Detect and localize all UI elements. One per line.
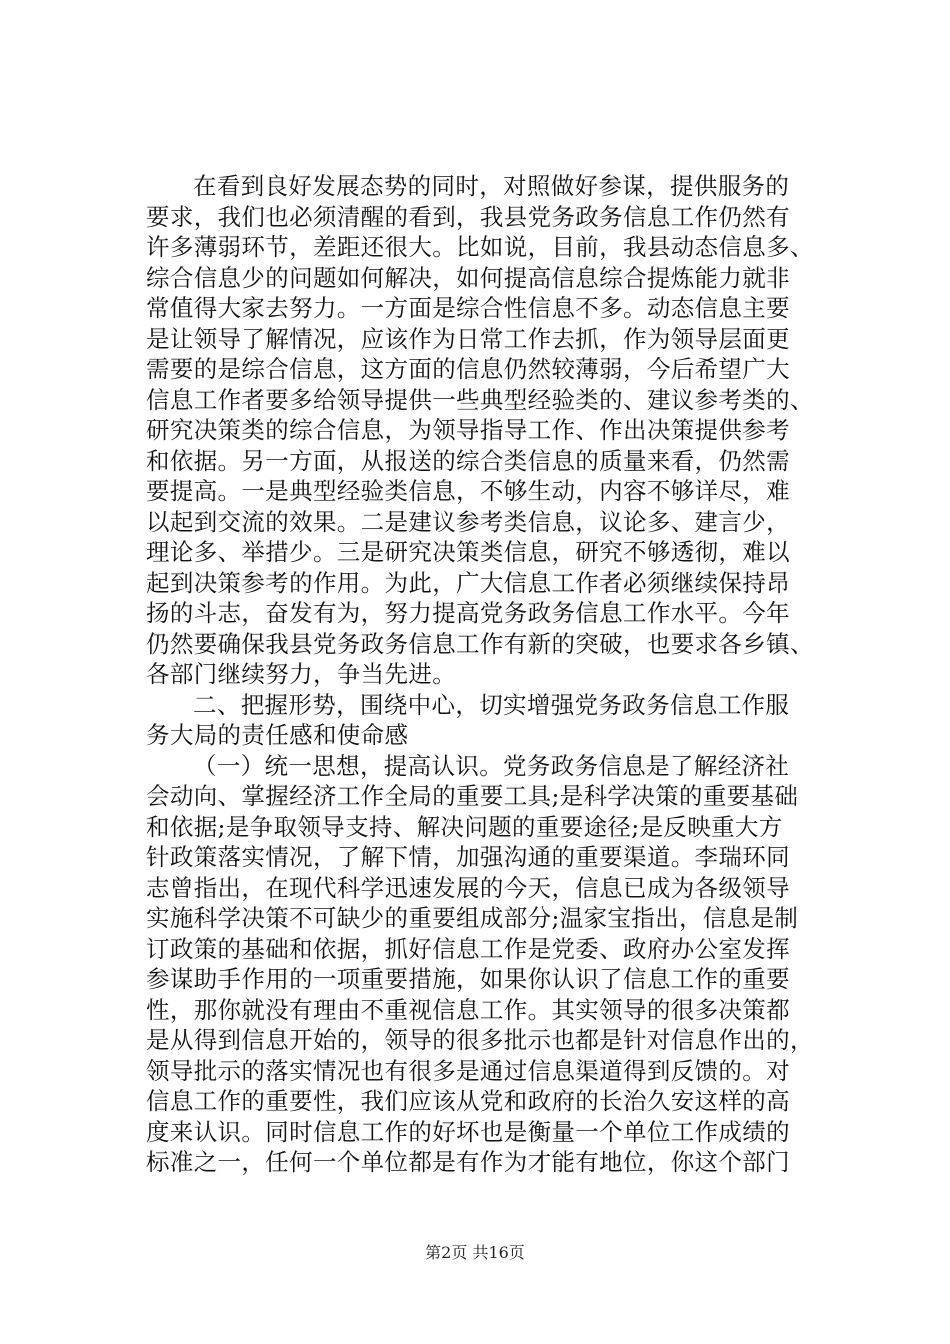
section-heading-two — [146, 690, 836, 751]
text-line: 标准之一，任何一个单位都是有作为才能有地位，你这个部门 — [146, 1148, 790, 1176]
text-line: 要求，我们也必须清醒的看到，我县党务政务信息工作仍然有 — [146, 202, 790, 231]
text-line: 许多薄弱环节，差距还很大。比如说，目前，我县动态信息多、 — [146, 233, 814, 261]
heading-line: 务大局的责任感和使命感 — [146, 721, 409, 749]
text-line: 是从得到信息开始的，领导的很多批示也都是针对信息作出的， — [146, 1026, 814, 1054]
text-line: （一）统一思想，提高认识。党务政务信息是了解经济社 — [193, 751, 790, 780]
text-line: 志曾指出，在现代科学迅速发展的今天，信息已成为各级领导 — [146, 873, 790, 902]
text-line: 常值得大家去努力。一方面是综合性信息不多。动态信息主要 — [146, 294, 790, 322]
text-line: 需要的是综合信息，这方面的信息仍然较薄弱，今后希望广大 — [146, 355, 790, 383]
text-line: 参谋助手作用的一项重要措施，如果你认识了信息工作的重要 — [146, 965, 790, 993]
text-line: 度来认识。同时信息工作的好坏也是衡量一个单位工作成绩的 — [146, 1117, 790, 1146]
text-line: 信息工作的重要性，我们应该从党和政府的长治久安这样的高 — [146, 1087, 790, 1115]
page-number-label: 第2页 共16页 — [425, 1243, 525, 1262]
text-line: 信息工作者要多给领导提供一些典型经验类的、建议参考类的、 — [146, 385, 814, 414]
text-line: 是让领导了解情况，应该作为日常工作去抓，作为领导层面更 — [146, 324, 790, 353]
page-footer — [0, 1243, 950, 1263]
text-line: 订政策的基础和依据，抓好信息工作是党委、政府办公室发挥 — [146, 934, 790, 963]
text-line: 仍然要确保我县党务政务信息工作有新的突破，也要求各乡镇、 — [146, 629, 814, 658]
text-line: 和依据。另一方面，从报送的综合类信息的质量来看，仍然需 — [146, 446, 790, 475]
text-line: 实施科学决策不可缺少的重要组成部分;温家宝指出，信息是制 — [146, 904, 799, 932]
text-line: 扬的斗志，奋发有为，努力提高党务政务信息工作水平。今年 — [146, 599, 790, 627]
heading-line: 二、把握形势，围绕中心，切实增强党务政务信息工作服 — [193, 690, 790, 719]
text-line: 以起到交流的效果。二是建议参考类信息，议论多、建言少， — [146, 507, 790, 536]
text-line: 要提高。一是典型经验类信息，不够生动，内容不够详尽，难 — [146, 477, 790, 505]
text-line: 综合信息少的问题如何解决，如何提高信息综合提炼能力就非 — [146, 263, 790, 292]
text-line: 各部门继续努力，争当先进。 — [146, 660, 457, 688]
text-line: 研究决策类的综合信息，为领导指导工作、作出决策提供参考 — [146, 416, 790, 444]
text-line: 领导批示的落实情况也有很多是通过信息渠道得到反馈的。对 — [146, 1056, 790, 1085]
text-line: 性，那你就没有理由不重视信息工作。其实领导的很多决策都 — [146, 995, 790, 1024]
paragraph-weaknesses — [146, 171, 836, 690]
paragraph-unify-thinking — [146, 751, 836, 1178]
text-line: 理论多、举措少。三是研究决策类信息，研究不够透彻，难以 — [146, 538, 790, 566]
text-line: 起到决策参考的作用。为此，广大信息工作者必须继续保持昂 — [146, 568, 790, 597]
text-line: 在看到良好发展态势的同时，对照做好参谋，提供服务的 — [193, 172, 790, 200]
text-line: 针政策落实情况，了解下情，加强沟通的重要渠道。李瑞环同 — [146, 843, 790, 871]
document-body — [146, 171, 836, 1178]
text-line: 会动向、掌握经济工作全局的重要工具;是科学决策的重要基础 — [146, 782, 799, 810]
text-line: 和依据;是争取领导支持、解决问题的重要途径;是反映重大方 — [146, 812, 783, 841]
